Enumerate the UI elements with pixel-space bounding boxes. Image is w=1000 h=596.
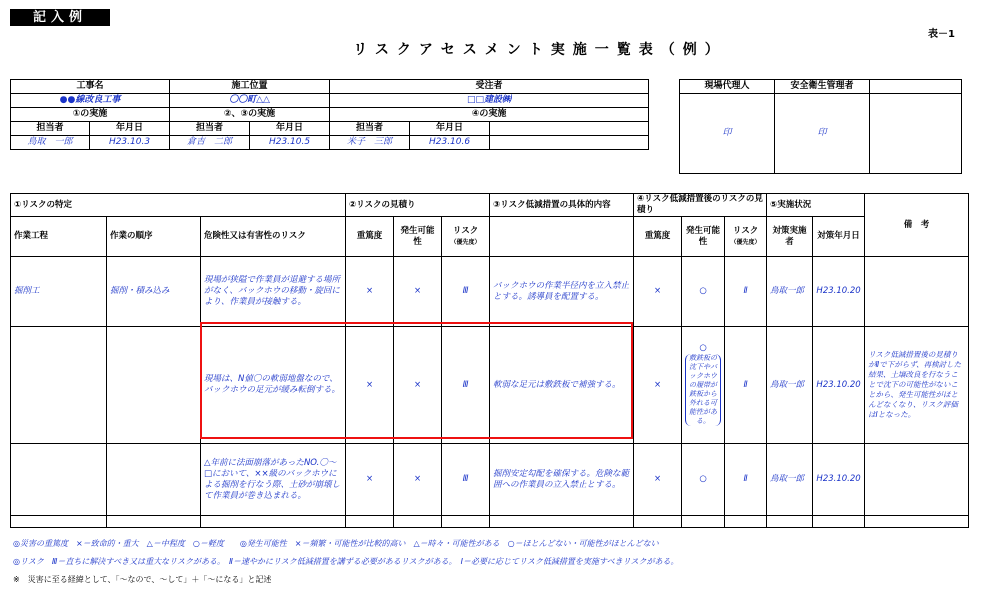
header-step1: ①の実施 [11,108,170,122]
likelihood-cell: × [394,327,442,444]
person-1: 鳥取 一郎 [11,136,90,150]
severity-cell: × [346,257,394,327]
header-status: ⑤実施状況 [767,194,865,217]
header-risk: リスク （優先度） [442,217,490,257]
header-date: 年月日 [410,122,490,136]
remarks-cell: リスク低減措置後の見積りがⅡで下がらず、再検討した結果、土壌改良を行なうことで沈下の可能性がないことから、発生可能性がほとんどなくなり、リスク評価はⅠとなった。 [865,327,969,444]
header-after: ④リスク低減措置後のリスクの見積り [634,194,767,217]
header-location: 施工位置 [170,80,330,94]
header-implementer: 対策実施者 [767,217,813,257]
empty-cell [490,516,634,528]
stamp-site-agent: 印 [680,94,775,174]
process-cell [11,444,107,516]
measure-cell: 軟弱な足元は敷鉄板で補強する。 [490,327,634,444]
location-value: 〇〇町△△ [170,94,330,108]
severity-cell: × [346,327,394,444]
document-title: リスクアセスメント実施一覧表（例） [353,42,727,58]
header-step4: ④の実施 [330,108,649,122]
header-process: 作業工程 [11,217,107,257]
empty-cell [767,516,813,528]
header-remarks: 備 考 [865,194,969,257]
likelihood-after-value: ○ [699,343,707,353]
legend-note: ※ 災害に至る経緯として、「～なので、～して」＋「～になる」と記述 [13,575,272,584]
header-project-name: 工事名 [11,80,170,94]
empty-cell [201,516,346,528]
project-name-value: ●●線改良工事 [11,94,170,108]
blank-header [870,80,962,94]
header-blank [490,217,634,257]
empty-cell [442,516,490,528]
likelihood-cell: × [394,257,442,327]
empty-cell [11,516,107,528]
date-1: H23.10.3 [90,136,170,150]
empty-cell [107,516,201,528]
hazard-cell: 現場は、N値〇の軟弱地盤なので、バックホウの足元が緩み転倒する。 [201,327,346,444]
header-date: 年月日 [250,122,330,136]
risk-after-cell: Ⅱ [725,257,767,327]
date-3: H23.10.6 [410,136,490,150]
risk-assessment-table [10,193,969,528]
person-3: 米子 三郎 [330,136,410,150]
measure-cell: バックホウの作業半径内を立入禁止とする。誘導員を配置する。 [490,257,634,327]
measure-cell: 掘削安定勾配を確保する。危険な範囲への作業員の立入禁止とする。 [490,444,634,516]
likelihood-after-cell: ○ [682,444,725,516]
header-person: 担当者 [11,122,90,136]
risk-after-cell: Ⅱ [725,327,767,444]
empty-cell [394,516,442,528]
risk-after-cell: Ⅱ [725,444,767,516]
header-identify: ①リスクの特定 [11,194,346,217]
table-row [11,516,969,528]
likelihood-after-cell [682,327,725,444]
form-number: 表－1 [928,29,955,40]
hazard-cell: △年前に法面崩落があったNO.〇～□において、××級のバックホウによる掘削を行なう際、土砂が崩壊して作業員が巻き込まれる。 [201,444,346,516]
header-severity: 重篤度 [346,217,394,257]
example-badge: 記入例 [10,9,110,26]
header-order: 作業の順序 [107,217,201,257]
empty-cell [813,516,865,528]
header-step23: ②、③の実施 [170,108,330,122]
table-row [11,257,969,327]
legend-severity: ◎災害の重篤度 ×＝致命的・重大 △＝中程度 ○＝軽度 ◎発生可能性 ×＝頻繁・可能性が比較的高い △＝時々・可能性がある ○＝ほとんどない・可能性がほとんどない [13,539,659,548]
empty-cell [634,516,682,528]
header-measure: ③リスク低減措置の具体的内容 [490,194,634,217]
header-risk-after: リスク （優先度） [725,217,767,257]
legend-risk: ◎リスク Ⅲ＝直ちに解決すべき又は重大なリスクがある。 Ⅱ＝速やかにリスク低減措置を講ずる必要があるリスクがある。 Ⅰ＝必要に応じてリスク低減措置を実施すべきリスクがある。 [13,557,679,566]
process-cell [11,327,107,444]
header-contractor: 受注者 [330,80,649,94]
hazard-cell: 現場が狭隘で作業員が退避する場所がなく、バックホウの移動・旋回により、作業員が接触する。 [201,257,346,327]
measure-date-cell: H23.10.20 [813,444,865,516]
project-info-table [10,79,649,150]
risk-cell: Ⅲ [442,257,490,327]
header-safety-manager: 安全衛生管理者 [775,80,870,94]
contractor-value: □□建設㈱ [330,94,649,108]
blank-cell [490,136,649,150]
empty-cell [725,516,767,528]
likelihood-note: 敷鉄板の沈下やバックホウの履帯が鉄板から外れる可能性がある。 [685,354,721,426]
header-hazard: 危険性又は有害性のリスク [201,217,346,257]
manager-stamp-table [679,79,962,174]
empty-cell [865,516,969,528]
severity-after-cell: × [634,444,682,516]
implementer-cell: 鳥取一郎 [767,257,813,327]
date-2: H23.10.5 [250,136,330,150]
empty-cell [682,516,725,528]
remarks-cell [865,444,969,516]
header-person: 担当者 [330,122,410,136]
table-row [11,444,969,516]
header-blank [490,122,649,136]
header-likelihood-after: 発生可能性 [682,217,725,257]
likelihood-cell: × [394,444,442,516]
likelihood-after-cell: ○ [682,257,725,327]
implementer-cell: 鳥取一郎 [767,327,813,444]
implementer-cell: 鳥取一郎 [767,444,813,516]
person-2: 倉吉 二郎 [170,136,250,150]
process-cell: 掘削工 [11,257,107,327]
measure-date-cell: H23.10.20 [813,257,865,327]
table-row [11,327,969,444]
header-estimate: ②リスクの見積り [346,194,490,217]
header-date: 年月日 [90,122,170,136]
severity-after-cell: × [634,327,682,444]
severity-cell: × [346,444,394,516]
header-likelihood: 発生可能性 [394,217,442,257]
risk-cell: Ⅲ [442,444,490,516]
measure-date-cell: H23.10.20 [813,327,865,444]
order-cell: 掘削・積み込み [107,257,201,327]
order-cell [107,444,201,516]
order-cell [107,327,201,444]
header-measure-date: 対策年月日 [813,217,865,257]
header-site-agent: 現場代理人 [680,80,775,94]
header-person: 担当者 [170,122,250,136]
empty-cell [346,516,394,528]
header-severity-after: 重篤度 [634,217,682,257]
severity-after-cell: × [634,257,682,327]
stamp-safety-manager: 印 [775,94,870,174]
blank-stamp [870,94,962,174]
risk-cell: Ⅲ [442,327,490,444]
remarks-cell [865,257,969,327]
